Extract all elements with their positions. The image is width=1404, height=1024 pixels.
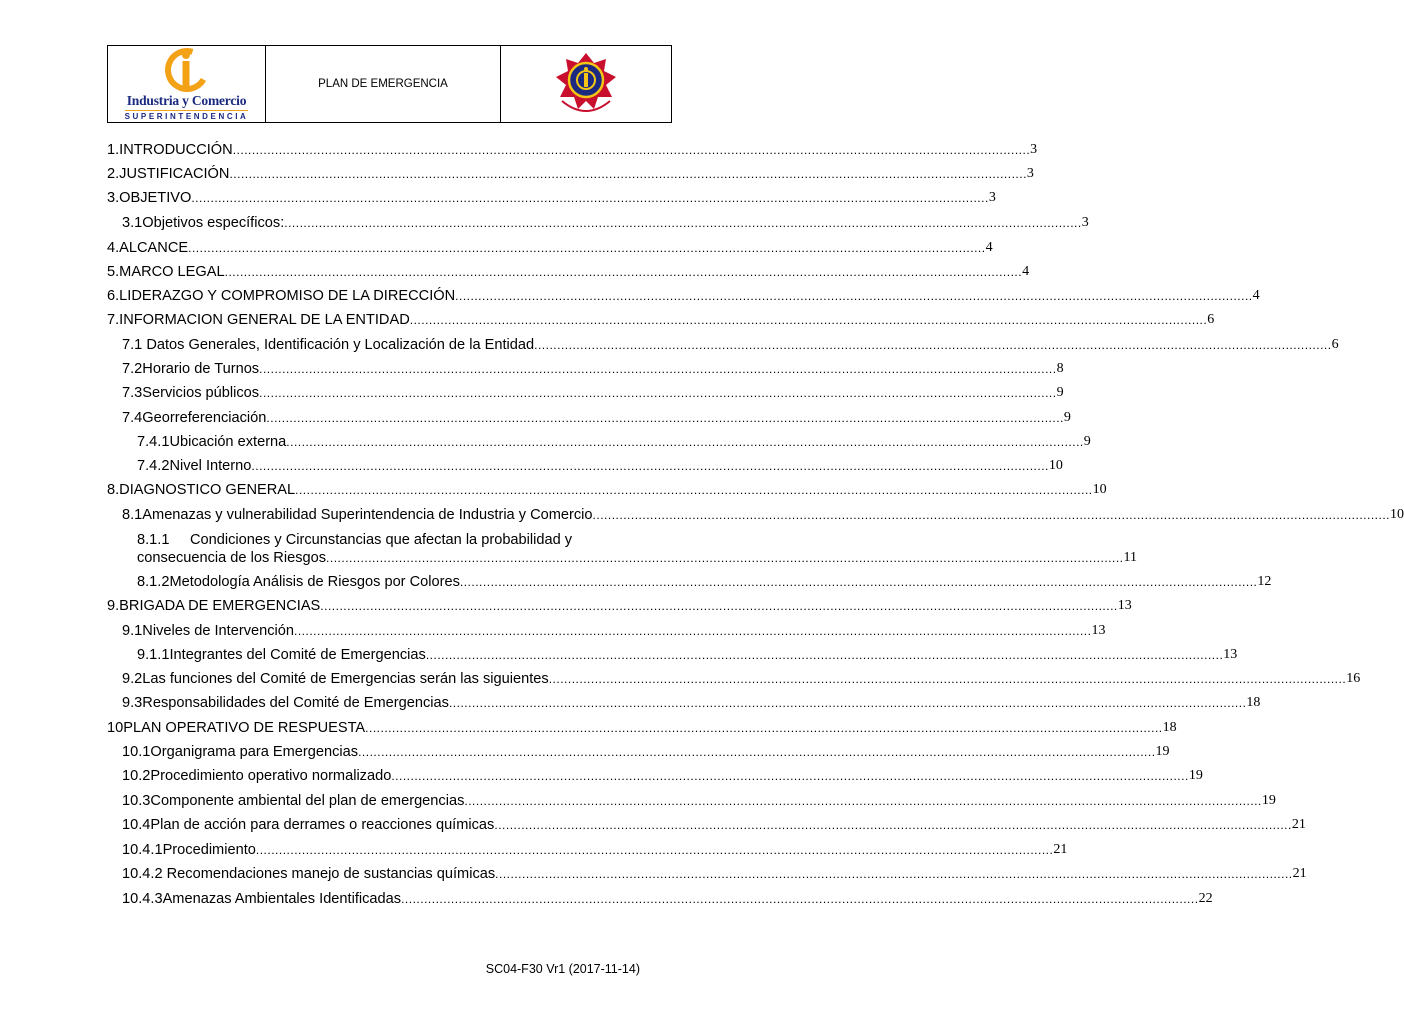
toc-entry-page: 16 bbox=[1346, 671, 1361, 686]
toc-entry-number: 10.3 bbox=[122, 793, 151, 809]
toc-dot-leader bbox=[410, 313, 1207, 327]
toc-entry-number: 8.1 bbox=[122, 507, 143, 523]
toc-entry-page: 12 bbox=[1257, 574, 1272, 589]
toc-entry-title: Integrantes del Comité de Emergencias bbox=[169, 647, 426, 663]
toc-entry-title: Metodología Análisis de Riesgos por Colores bbox=[169, 574, 460, 590]
toc-dot-leader bbox=[229, 167, 1026, 181]
toc-entry-number: 10.1 bbox=[122, 744, 151, 760]
toc-entry-number: 9.1.1 bbox=[137, 647, 170, 663]
toc-entry-number: 8. bbox=[107, 482, 120, 498]
toc-dot-leader bbox=[294, 624, 1091, 638]
toc-entry[interactable] bbox=[107, 597, 1132, 615]
toc-dot-leader bbox=[358, 745, 1155, 759]
toc-dot-leader bbox=[225, 265, 1022, 279]
toc-entry-title: Amenazas Ambientales Identificadas bbox=[162, 891, 402, 907]
toc-entry-title: 10.4.2 Recomendaciones manejo de sustancias químicas bbox=[122, 866, 496, 882]
toc-entry-number: 7.4.1 bbox=[137, 434, 170, 450]
toc-entry[interactable] bbox=[107, 263, 1030, 281]
toc-entry-page: 13 bbox=[1223, 647, 1238, 662]
toc-entry[interactable] bbox=[122, 336, 1339, 354]
toc-entry[interactable] bbox=[122, 890, 1213, 908]
toc-dot-leader bbox=[320, 599, 1117, 613]
toc-entry-title: Ubicación externa bbox=[169, 434, 287, 450]
toc-entry[interactable] bbox=[137, 646, 1238, 664]
toc-entry[interactable] bbox=[137, 457, 1063, 475]
toc-dot-leader bbox=[266, 411, 1063, 425]
toc-entry[interactable] bbox=[122, 384, 1064, 402]
toc-entry-title: MARCO LEGAL bbox=[119, 264, 225, 280]
toc-entry-number: 1. bbox=[107, 142, 120, 158]
toc-entry[interactable] bbox=[122, 865, 1307, 883]
toc-entry-title: LIDERAZGO Y COMPROMISO DE LA DIRECCIÓN bbox=[119, 288, 456, 304]
toc-entry-number: 9.3 bbox=[122, 695, 143, 711]
toc-entry-page: 22 bbox=[1198, 891, 1213, 906]
toc-entry-title: PLAN OPERATIVO DE RESPUESTA bbox=[123, 720, 366, 736]
toc-entry-title-continued: consecuencia de los Riesgos bbox=[137, 550, 327, 566]
toc-entry-page: 21 bbox=[1292, 866, 1307, 881]
toc-entry[interactable] bbox=[122, 841, 1068, 859]
toc-entry-number: 10 bbox=[107, 720, 124, 736]
toc-entry-page: 3 bbox=[988, 190, 996, 205]
toc-entry-page: 19 bbox=[1155, 744, 1170, 759]
toc-entry-page: 13 bbox=[1117, 598, 1132, 613]
toc-entry[interactable] bbox=[107, 239, 993, 257]
toc-entry-title: 7.1 Datos Generales, Identificación y Localización de la Entidad bbox=[122, 337, 535, 353]
toc-dot-leader bbox=[401, 892, 1198, 906]
toc-entry-number: 10.4 bbox=[122, 817, 151, 833]
toc-entry[interactable] bbox=[122, 622, 1106, 640]
toc-dot-leader bbox=[464, 794, 1261, 808]
toc-entry-page: 11 bbox=[1123, 550, 1137, 565]
toc-entry-page: 21 bbox=[1053, 842, 1068, 857]
toc-entry-title: Condiciones y Circunstancias que afectan la probabilidad y bbox=[190, 532, 573, 548]
toc-entry-page: 4 bbox=[985, 240, 993, 255]
toc-entry[interactable] bbox=[122, 767, 1203, 785]
document-footer-code: SC04-F30 Vr1 (2017-11-14) bbox=[485, 962, 640, 976]
toc-entry-title: INFORMACION GENERAL DE LA ENTIDAD bbox=[119, 312, 410, 328]
toc-entry-number: 7.3 bbox=[122, 385, 143, 401]
toc-dot-leader bbox=[295, 483, 1092, 497]
toc-entry[interactable] bbox=[107, 165, 1034, 183]
toc-dot-leader bbox=[191, 191, 988, 205]
toc-entry-number: 3. bbox=[107, 190, 120, 206]
toc-dot-leader bbox=[495, 867, 1292, 881]
toc-entry-number: 7.4 bbox=[122, 410, 143, 426]
toc-entry-title: DIAGNOSTICO GENERAL bbox=[119, 482, 296, 498]
toc-entry[interactable] bbox=[137, 573, 1272, 591]
toc-entry[interactable] bbox=[107, 719, 1177, 737]
toc-entry-page: 10 bbox=[1048, 458, 1063, 473]
toc-entry-number: 7.4.2 bbox=[137, 458, 170, 474]
toc-entry-title: INTRODUCCIÓN bbox=[119, 142, 233, 158]
toc-entry-page: 10 bbox=[1092, 482, 1107, 497]
toc-entry[interactable] bbox=[107, 189, 996, 207]
toc-dot-leader bbox=[365, 721, 1162, 735]
toc-entry-number: 9. bbox=[107, 598, 120, 614]
toc-entry[interactable] bbox=[122, 792, 1276, 810]
toc-entry-title: Procedimiento operativo normalizado bbox=[150, 768, 392, 784]
toc-entry-page: 4 bbox=[1022, 264, 1030, 279]
toc-entry-title: Georreferenciación bbox=[142, 410, 267, 426]
toc-entry-page: 3 bbox=[1081, 215, 1089, 230]
toc-dot-leader bbox=[251, 459, 1048, 473]
toc-dot-leader bbox=[449, 696, 1246, 710]
toc-entry[interactable] bbox=[122, 670, 1361, 688]
toc-entry-page: 18 bbox=[1162, 720, 1177, 735]
toc-entry-page: 3 bbox=[1030, 142, 1038, 157]
toc-entry-number: 6. bbox=[107, 288, 120, 304]
toc-entry-number: 10.4.1 bbox=[122, 842, 163, 858]
toc-entry-title: Nivel Interno bbox=[169, 458, 252, 474]
toc-entry[interactable] bbox=[107, 287, 1260, 305]
toc-entry-title: Organigrama para Emergencias bbox=[150, 744, 359, 760]
toc-entry-title: JUSTIFICACIÓN bbox=[119, 166, 230, 182]
toc-entry-title: ALCANCE bbox=[119, 240, 189, 256]
toc-entry-page: 13 bbox=[1091, 623, 1106, 638]
toc-entry-title: Amenazas y vulnerabilidad Superintendencia de Industria y Comercio bbox=[142, 507, 593, 523]
sic-logo-name: Industria y Comercio bbox=[126, 92, 247, 108]
toc-entry-page: 6 bbox=[1207, 312, 1215, 327]
toc-dot-leader bbox=[233, 143, 1030, 157]
toc-entry[interactable] bbox=[122, 506, 1404, 524]
toc-entry-number: 5. bbox=[107, 264, 120, 280]
toc-entry-number: 3.1 bbox=[122, 215, 143, 231]
toc-entry-title: Las funciones del Comité de Emergencias serán las siguientes bbox=[142, 671, 549, 687]
toc-entry-title: Componente ambiental del plan de emergencias bbox=[150, 793, 465, 809]
toc-entry[interactable] bbox=[122, 694, 1261, 712]
toc-entry-title: Procedimiento bbox=[162, 842, 256, 858]
toc-entry-number: 2. bbox=[107, 166, 120, 182]
toc-entry-page: 9 bbox=[1056, 385, 1064, 400]
toc-entry[interactable] bbox=[137, 433, 1091, 451]
toc-entry-number: 7. bbox=[107, 312, 120, 328]
toc-entry-number: 4. bbox=[107, 240, 120, 256]
toc-entry-page: 9 bbox=[1083, 434, 1091, 449]
toc-entry-title: Plan de acción para derrames o reacciones químicas bbox=[150, 817, 495, 833]
toc-entry[interactable] bbox=[122, 816, 1306, 834]
toc-dot-leader bbox=[426, 648, 1223, 662]
toc-entry-title: BRIGADA DE EMERGENCIAS bbox=[119, 598, 321, 614]
toc-entry-title: Servicios públicos bbox=[142, 385, 260, 401]
toc-entry-title: Objetivos específicos: bbox=[142, 215, 285, 231]
toc-entry-page: 9 bbox=[1063, 410, 1071, 425]
toc-entry-page: 19 bbox=[1261, 793, 1276, 808]
toc-entry-title: Horario de Turnos bbox=[142, 361, 260, 377]
toc-entry-page: 4 bbox=[1252, 288, 1260, 303]
toc-entry[interactable] bbox=[122, 743, 1170, 761]
toc-dot-leader bbox=[494, 818, 1291, 832]
toc-dot-leader bbox=[188, 241, 985, 255]
toc-entry-title: Niveles de Intervención bbox=[142, 623, 294, 639]
toc-dot-leader bbox=[284, 216, 1081, 230]
toc-entry-page: 6 bbox=[1331, 337, 1339, 352]
toc-dot-leader bbox=[460, 575, 1257, 589]
toc-entry-page: 18 bbox=[1246, 695, 1261, 710]
toc-entry[interactable] bbox=[122, 214, 1089, 232]
document-title: PLAN DE EMERGENCIA bbox=[266, 46, 501, 122]
toc-entry-number: 8.1.1 bbox=[137, 532, 170, 548]
toc-entry-title: Responsabilidades del Comité de Emergencias bbox=[142, 695, 449, 711]
toc-dot-leader bbox=[391, 769, 1188, 783]
toc-dot-leader bbox=[593, 508, 1390, 522]
toc-entry-number: 8.1.2 bbox=[137, 574, 170, 590]
toc-dot-leader bbox=[256, 843, 1053, 857]
toc-entry-page: 19 bbox=[1188, 768, 1203, 783]
toc-dot-leader bbox=[549, 672, 1346, 686]
toc-entry-number: 9.1 bbox=[122, 623, 143, 639]
toc-entry-number: 10.4.3 bbox=[122, 891, 163, 907]
toc-entry-page: 21 bbox=[1291, 817, 1306, 832]
toc-entry-number: 9.2 bbox=[122, 671, 143, 687]
toc-entry-number: 7.2 bbox=[122, 361, 143, 377]
toc-entry[interactable] bbox=[122, 360, 1064, 378]
toc-dot-leader bbox=[286, 435, 1083, 449]
toc-dot-leader bbox=[259, 386, 1056, 400]
toc-entry-number: 10.2 bbox=[122, 768, 151, 784]
toc-entry-page: 3 bbox=[1026, 166, 1034, 181]
toc-entry-page: 10 bbox=[1390, 507, 1404, 522]
toc-dot-leader bbox=[534, 338, 1331, 352]
toc-dot-leader bbox=[326, 551, 1123, 565]
toc-dot-leader bbox=[259, 362, 1056, 376]
toc-dot-leader bbox=[455, 289, 1252, 303]
toc-entry-page: 8 bbox=[1056, 361, 1064, 376]
toc-entry[interactable] bbox=[107, 481, 1107, 499]
toc-entry[interactable] bbox=[107, 141, 1038, 159]
toc-entry[interactable] bbox=[137, 531, 1137, 567]
sic-logo-subtitle: SUPERINTENDENCIA bbox=[124, 111, 249, 121]
toc-entry[interactable] bbox=[122, 409, 1071, 427]
toc-entry-title: OBJETIVO bbox=[119, 190, 192, 206]
toc-entry[interactable] bbox=[107, 311, 1215, 329]
